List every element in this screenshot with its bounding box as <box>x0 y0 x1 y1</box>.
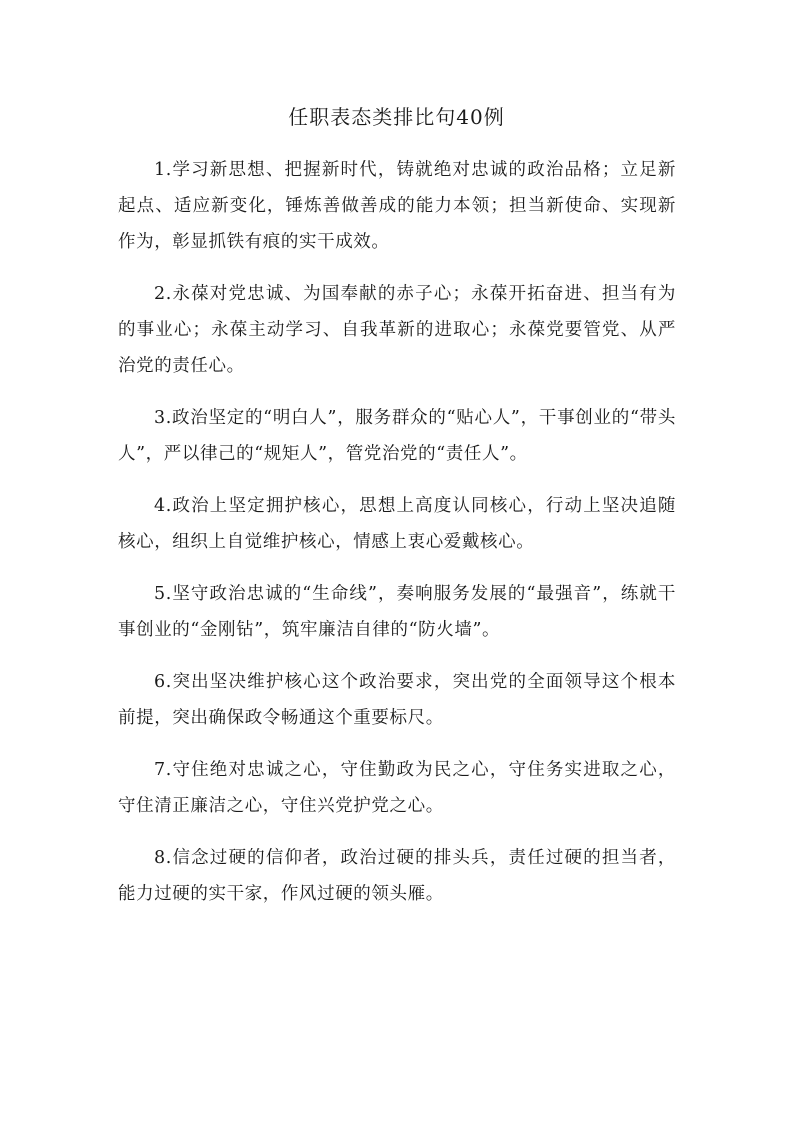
paragraph-1: 1.学习新思想、把握新时代，铸就绝对忠诚的政治品格；立足新起点、适应新变化，锤炼善做善成的能力本领；担当新使命、实现新作为，彰显抓铁有痕的实干成效。 <box>118 160 676 252</box>
document-body <box>118 152 676 928</box>
paragraph-7: 7.守住绝对忠诚之心，守住勤政为民之心，守住务实进取之心，守住清正廉洁之心，守住兴党护党之心。 <box>118 760 676 816</box>
paragraph-5: 5.坚守政治忠诚的“生命线”，奏响服务发展的“最强音”，练就干事创业的“金刚钻”，筑牢廉洁自律的“防火墙”。 <box>118 584 676 640</box>
paragraph-8: 8.信念过硬的信仰者，政治过硬的排头兵，责任过硬的担当者，能力过硬的实干家，作风过硬的领头雁。 <box>118 848 676 904</box>
paragraph-6: 6.突出坚决维护核心这个政治要求，突出党的全面领导这个根本前提，突出确保政令畅通这个重要标尺。 <box>118 672 676 728</box>
paragraph-2: 2.永葆对党忠诚、为国奉献的赤子心；永葆开拓奋进、担当有为的事业心；永葆主动学习、自我革新的进取心；永葆党要管党、从严治党的责任心。 <box>118 284 676 376</box>
paragraph-4: 4.政治上坚定拥护核心，思想上高度认同核心，行动上坚决追随核心，组织上自觉维护核心，情感上衷心爱戴核心。 <box>118 496 676 552</box>
document-title: 任职表态类排比句40例 <box>288 105 505 129</box>
paragraph-3: 3.政治坚定的“明白人”，服务群众的“贴心人”，干事创业的“带头人”，严以律己的“规矩人”，管党治党的“责任人”。 <box>118 408 676 464</box>
